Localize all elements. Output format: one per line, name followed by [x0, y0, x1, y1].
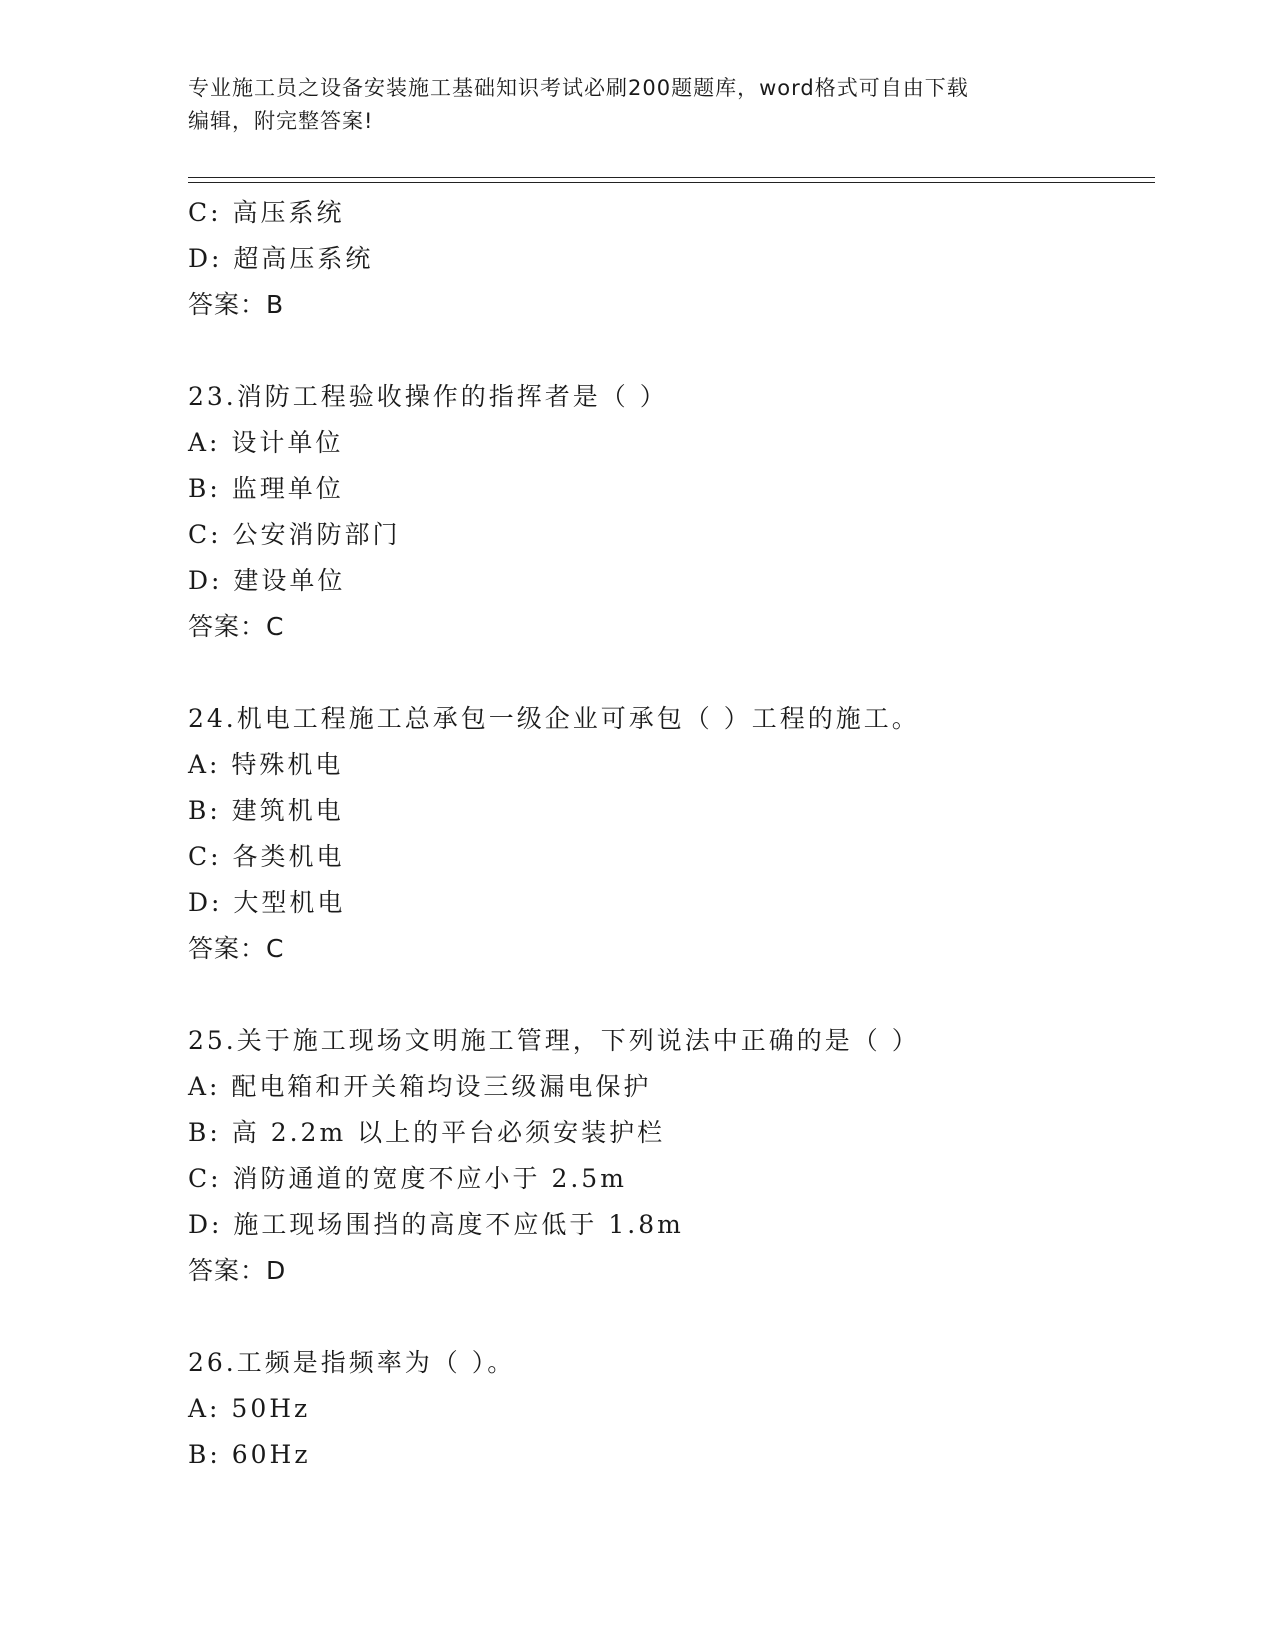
question-stem: 25.关于施工现场文明施工管理，下列说法中正确的是（ ）	[188, 1026, 920, 1055]
spacer	[188, 650, 1155, 696]
option-b: B: 建筑机电	[188, 796, 344, 825]
question-stem: 26.工频是指频率为（ ）。	[188, 1348, 516, 1377]
question-23	[188, 374, 1155, 650]
option-c: C: 公安消防部门	[188, 520, 401, 549]
question-24	[188, 696, 1155, 972]
question-26	[188, 1340, 1155, 1478]
question-stem: 23.消防工程验收操作的指挥者是（ ）	[188, 382, 668, 411]
answer: 答案：C	[188, 934, 285, 963]
option-c: C: 消防通道的宽度不应小于 2.5m	[188, 1164, 627, 1193]
option-b: B: 高 2.2m 以上的平台必须安装护栏	[188, 1118, 666, 1147]
header-divider-bottom	[188, 182, 1155, 183]
option-b: B: 60Hz	[188, 1440, 311, 1469]
option-d: D: 施工现场围挡的高度不应低于 1.8m	[188, 1210, 684, 1239]
option-a: A: 50Hz	[188, 1394, 311, 1423]
spacer	[188, 328, 1155, 374]
question-list	[188, 190, 1155, 1478]
answer: 答案：C	[188, 612, 285, 641]
question-22-continued	[188, 190, 1155, 328]
answer: 答案：D	[188, 1256, 287, 1285]
header-title-line-1: 专业施工员之设备安装施工基础知识考试必刷200题题库，word格式可自由下载	[188, 76, 969, 100]
header-divider-top	[188, 177, 1155, 178]
question-25	[188, 1018, 1155, 1294]
spacer	[188, 1294, 1155, 1340]
option-a: A: 配电箱和开关箱均设三级漏电保护	[188, 1072, 652, 1101]
option-a: A: 设计单位	[188, 428, 344, 457]
option-c: C: 高压系统	[188, 198, 345, 227]
option-d: D: 建设单位	[188, 566, 346, 595]
option-b: B: 监理单位	[188, 474, 344, 503]
option-a: A: 特殊机电	[188, 750, 344, 779]
answer: 答案：B	[188, 290, 285, 319]
document-header	[188, 72, 1088, 138]
spacer	[188, 972, 1155, 1018]
question-stem: 24.机电工程施工总承包一级企业可承包（ ）工程的施工。	[188, 704, 920, 733]
header-title-line-2: 编辑，附完整答案!	[188, 109, 374, 133]
option-c: C: 各类机电	[188, 842, 345, 871]
option-d: D: 超高压系统	[188, 244, 374, 273]
option-d: D: 大型机电	[188, 888, 346, 917]
